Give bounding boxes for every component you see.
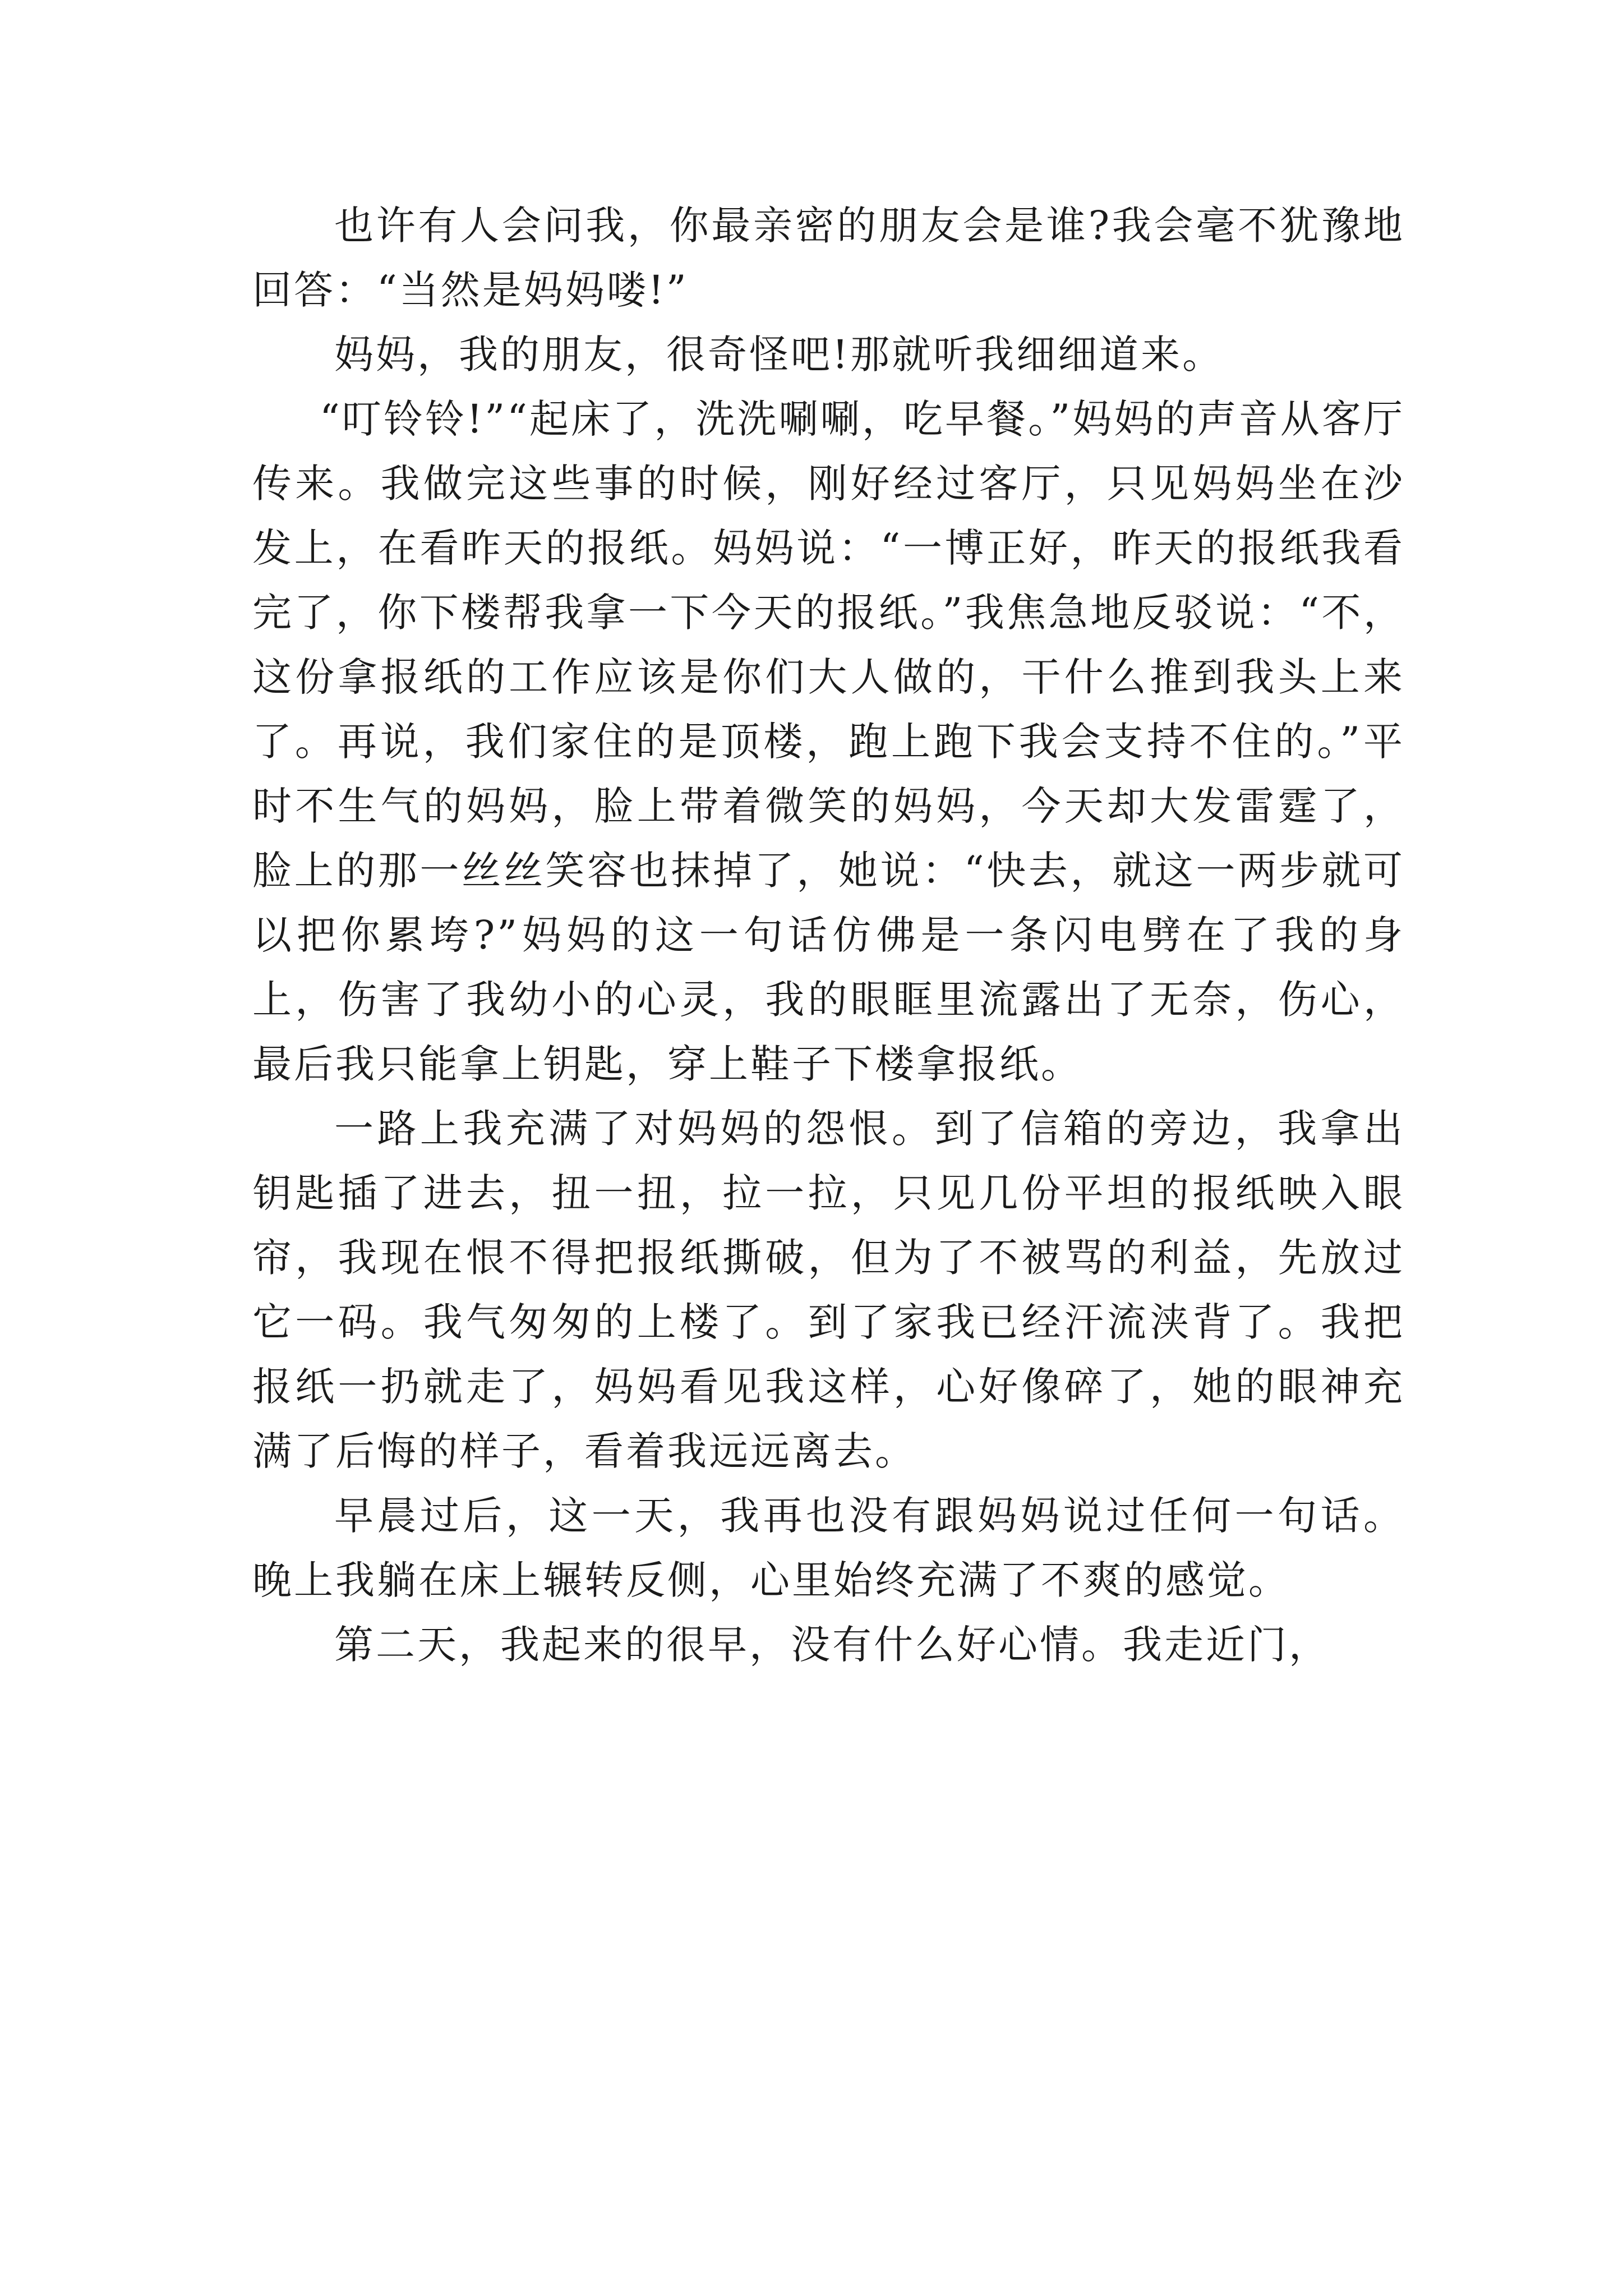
paragraph-5: 早晨过后，这一天，我再也没有跟妈妈说过任何一句话。晚上我躺在床上辗转反侧，心里始终充满了不爽的感觉。 xyxy=(252,1493,1405,1603)
paragraph-6: 第二天，我起来的很早，没有什么好心情。我走近门， xyxy=(334,1622,1330,1668)
paragraph-2: 妈妈，我的朋友，很奇怪吧!那就听我细细道来。 xyxy=(334,332,1224,378)
document-body xyxy=(252,194,1405,1677)
paragraph-3: “叮铃铃!”“起床了，洗洗唰唰，吃早餐。”妈妈的声音从客厅传来。我做完这些事的时候，刚好经过客厅，只见妈妈坐在沙发上，在看昨天的报纸。妈妈说：“一博正好，昨天的报纸我看完了，你下楼帮我拿一下今天的报纸。”我焦急地反驳说：“不，这份拿报纸的工作应该是你们大人做的，干什么推到我头上来了。再说，我们家住的是顶楼，跑上跑下我会支持不住的。”平时不生气的妈妈，脸上带着微笑的妈妈，今天却大发雷霆了，脸上的那一丝丝笑容也抹掉了，她说：“快去，就这一两步就可以把你累垮?”妈妈的这一句话仿佛是一条闪电劈在了我的身上，伤害了我幼小的心灵，我的眼眶里流露出了无奈，伤心，最后我只能拿上钥匙，穿上鞋子下楼拿报纸。 xyxy=(252,396,1405,1087)
paragraph-1: 也许有人会问我，你最亲密的朋友会是谁?我会毫不犹豫地回答：“当然是妈妈喽!” xyxy=(252,203,1405,313)
paragraph-4: 一路上我充满了对妈妈的怨恨。到了信箱的旁边，我拿出钥匙插了进去，扭一扭，拉一拉，只见几份平坦的报纸映入眼帘，我现在恨不得把报纸撕破，但为了不被骂的利益，先放过它一码。我气匆匆的上楼了。到了家我已经汗流浃背了。我把报纸一扔就走了，妈妈看见我这样，心好像碎了，她的眼神充满了后悔的样子，看着我远远离去。 xyxy=(252,1106,1405,1474)
